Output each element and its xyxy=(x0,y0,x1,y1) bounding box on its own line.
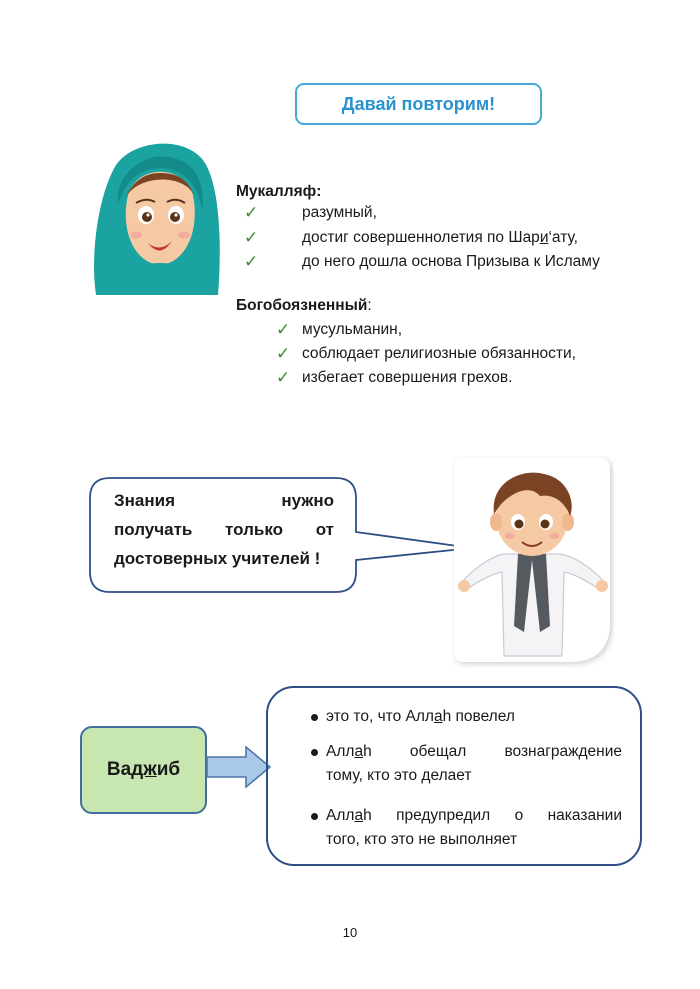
bubble-text: Знания нужно получать только от достоверных учителей ! xyxy=(114,491,334,568)
bullet-dot xyxy=(311,749,318,756)
check-icon: ✓ xyxy=(244,203,259,222)
godfearing-item-3: ✓ избегает совершения грехов. xyxy=(276,368,513,387)
mukallaf-heading: Мукалляф: xyxy=(236,183,322,200)
check-icon: ✓ xyxy=(244,228,259,247)
mukallaf-item-2: ✓ достиг совершеннолетия по Шари‘ату, xyxy=(244,228,578,247)
boy-illustration xyxy=(452,456,614,668)
right-arrow-icon xyxy=(206,746,272,788)
wajib-box xyxy=(80,726,207,814)
check-icon: ✓ xyxy=(276,320,291,339)
wajib-term: Ваджиб xyxy=(106,759,181,780)
girl-hijab-illustration xyxy=(88,135,223,295)
check-icon: ✓ xyxy=(244,252,259,271)
rule-3: Аллаh предупредил о наказании того, кто это не выполняет xyxy=(326,807,622,848)
page-title: Давай повторим! xyxy=(341,93,496,114)
godfearing-item-1: ✓ мусульманин, xyxy=(276,320,403,339)
check-icon: ✓ xyxy=(276,344,291,363)
page-number: 10 xyxy=(342,925,358,940)
bullet-dot xyxy=(311,813,318,820)
mukallaf-item-3: ✓ до него дошла основа Призыва к Исламу xyxy=(244,252,600,271)
bullet-dot xyxy=(311,714,318,721)
godfearing-item-2: ✓ соблюдает религиозные обязанности, xyxy=(276,344,576,363)
title-box xyxy=(295,83,542,125)
rule-1: это то, что Аллаh повелел xyxy=(326,708,515,725)
mukallaf-item-1: ✓ разумный, xyxy=(244,203,377,222)
check-icon: ✓ xyxy=(276,368,291,387)
rule-2: Аллаh обещал вознаграждение тому, кто это делает xyxy=(326,743,622,784)
godfearing-heading: Богобоязненный: xyxy=(236,297,372,314)
